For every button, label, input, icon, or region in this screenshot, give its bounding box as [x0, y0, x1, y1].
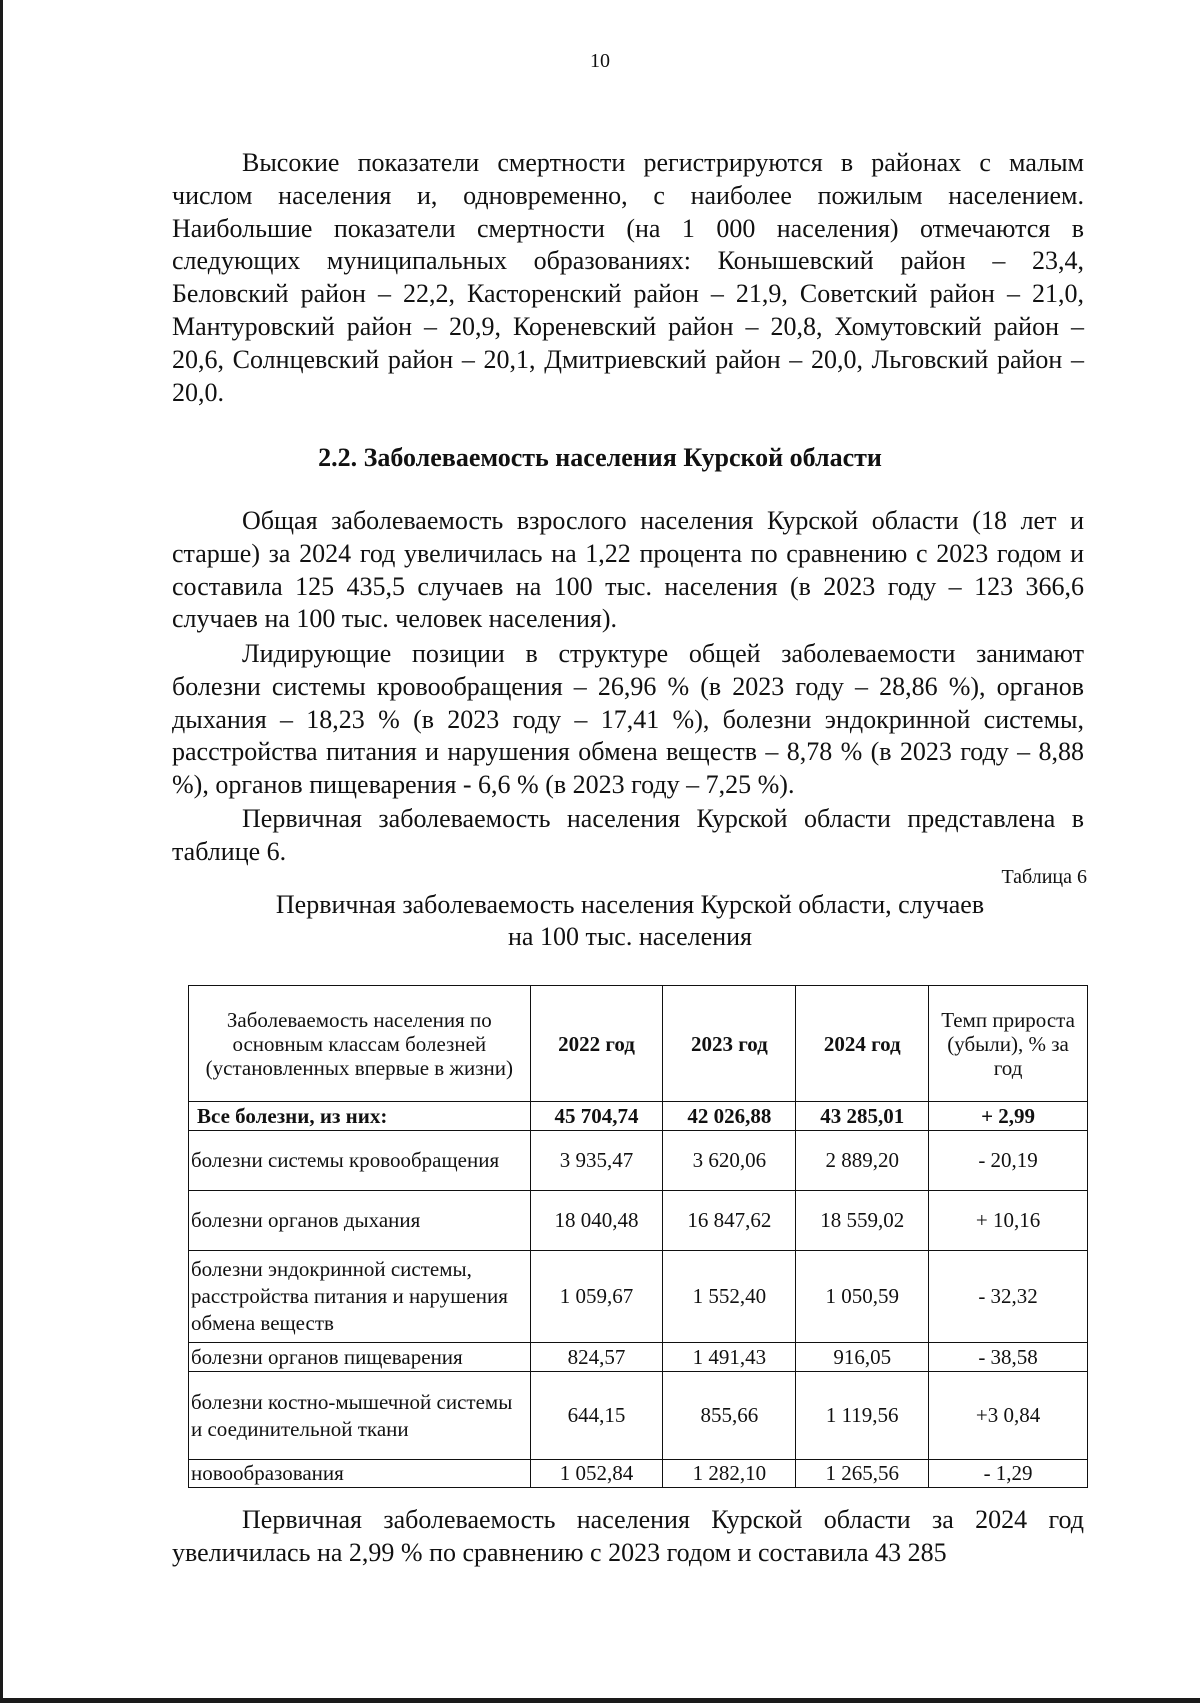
cell-2023: 1 552,40 [663, 1251, 796, 1343]
cell-2024: 1 050,59 [796, 1251, 929, 1343]
cell-2022: 18 040,48 [530, 1191, 663, 1251]
table-caption-line2: на 100 тыс. населения [508, 922, 752, 951]
cell-2022: 1 059,67 [530, 1251, 663, 1343]
paragraph-morbidity-structure: Лидирующие позиции в структуре общей заболеваемости занимают болезни системы кровообращения – 26,96 % (в 2023 году – 28,86 %), органов дыхания – 18,23 % (в 2023 году – 17,41 %), болезни эндокринной системы, расстройства питания и нарушения обмена веществ – 8,78 % (в 2023 году – 8,88 %), органов пищеварения - 6,6 % (в 2023 году – 7,25 %). [172, 639, 1084, 800]
page-edge-left [0, 0, 3, 1703]
section-title: 2.2. Заболеваемость населения Курской области [318, 443, 882, 472]
paragraph-mortality: Высокие показатели смертности регистрируются в районах с малым числом населения и, одновременно, с наиболее пожилым населением. Наибольшие показатели смертности (на 1 000 населения) отмечаются в следующих муниципальных образованиях: Конышевский район – 23,4, Беловский район – 22,2, Касторенский район – 21,9, Советский район – 21,0, Мантуровский район – 20,9, Кореневский район – 20,8, Хомутовский район – 20,6, Солнцевский район – 20,1, Дмитриевский район – 20,0, Льговский район – 20,0. [172, 148, 1084, 407]
cell-2024: 43 285,01 [796, 1102, 929, 1131]
cell-2024: 1 265,56 [796, 1460, 929, 1488]
cell-growth: - 38,58 [929, 1343, 1088, 1372]
cell-growth: - 20,19 [929, 1131, 1088, 1191]
morbidity-table [188, 985, 1088, 1488]
header-growth: Темп прироста (убыли), % за год [929, 986, 1088, 1102]
row-label: болезни системы кровообращения [189, 1131, 531, 1191]
row-label: болезни эндокринной системы, расстройства питания и нарушения обмена веществ [189, 1251, 531, 1343]
cell-growth: +3 0,84 [929, 1372, 1088, 1460]
cell-2024: 18 559,02 [796, 1191, 929, 1251]
header-category: Заболеваемость населения по основным классам болезней (установленных впервые в жизни) [189, 986, 531, 1102]
cell-2024: 916,05 [796, 1343, 929, 1372]
row-label: новообразования [189, 1460, 531, 1488]
cell-growth: + 10,16 [929, 1191, 1088, 1251]
cell-2022: 1 052,84 [530, 1460, 663, 1488]
page-number: 10 [590, 50, 610, 72]
header-2022: 2022 год [530, 986, 663, 1102]
cell-2024: 1 119,56 [796, 1372, 929, 1460]
table-number: Таблица 6 [1001, 866, 1087, 888]
table-row [189, 1343, 1088, 1372]
row-label: Все болезни, из них: [189, 1102, 531, 1131]
table-row [189, 1460, 1088, 1488]
header-2023: 2023 год [663, 986, 796, 1102]
table-header-row [189, 986, 1088, 1102]
cell-2024: 2 889,20 [796, 1131, 929, 1191]
table-caption-line1: Первичная заболеваемость населения Курской области, случаев [275, 890, 985, 919]
paragraph-conclusion: Первичная заболеваемость населения Курской области за 2024 год увеличилась на 2,99 % по сравнению с 2023 годом и составила 43 285 [172, 1505, 1084, 1567]
cell-2023: 1 282,10 [663, 1460, 796, 1488]
cell-growth: + 2,99 [929, 1102, 1088, 1131]
paragraph-general-morbidity: Общая заболеваемость взрослого населения Курской области (18 лет и старше) за 2024 год увеличилась на 1,22 процента по сравнению с 2023 годом и составила 125 435,5 случаев на 100 тыс. населения (в 2023 году – 123 366,6 случаев на 100 тыс. человек населения). [172, 506, 1084, 634]
table-row [189, 1372, 1088, 1460]
cell-2023: 3 620,06 [663, 1131, 796, 1191]
header-2024: 2024 год [796, 986, 929, 1102]
table-caption [180, 889, 1080, 953]
cell-2022: 3 935,47 [530, 1131, 663, 1191]
cell-2023: 16 847,62 [663, 1191, 796, 1251]
cell-2023: 42 026,88 [663, 1102, 796, 1131]
cell-2023: 1 491,43 [663, 1343, 796, 1372]
cell-2022: 824,57 [530, 1343, 663, 1372]
cell-2022: 644,15 [530, 1372, 663, 1460]
cell-growth: - 1,29 [929, 1460, 1088, 1488]
table-row [189, 1191, 1088, 1251]
paragraph-table-reference: Первичная заболеваемость населения Курской области представлена в таблице 6. [172, 804, 1084, 866]
row-label: болезни органов дыхания [189, 1191, 531, 1251]
table-row [189, 1251, 1088, 1343]
row-label: болезни органов пищеварения [189, 1343, 531, 1372]
table-row [189, 1131, 1088, 1191]
table-row-total [189, 1102, 1088, 1131]
page-edge-bottom [0, 1698, 1200, 1703]
cell-2023: 855,66 [663, 1372, 796, 1460]
row-label: болезни костно-мышечной системы и соединительной ткани [189, 1372, 531, 1460]
cell-growth: - 32,32 [929, 1251, 1088, 1343]
cell-2022: 45 704,74 [530, 1102, 663, 1131]
